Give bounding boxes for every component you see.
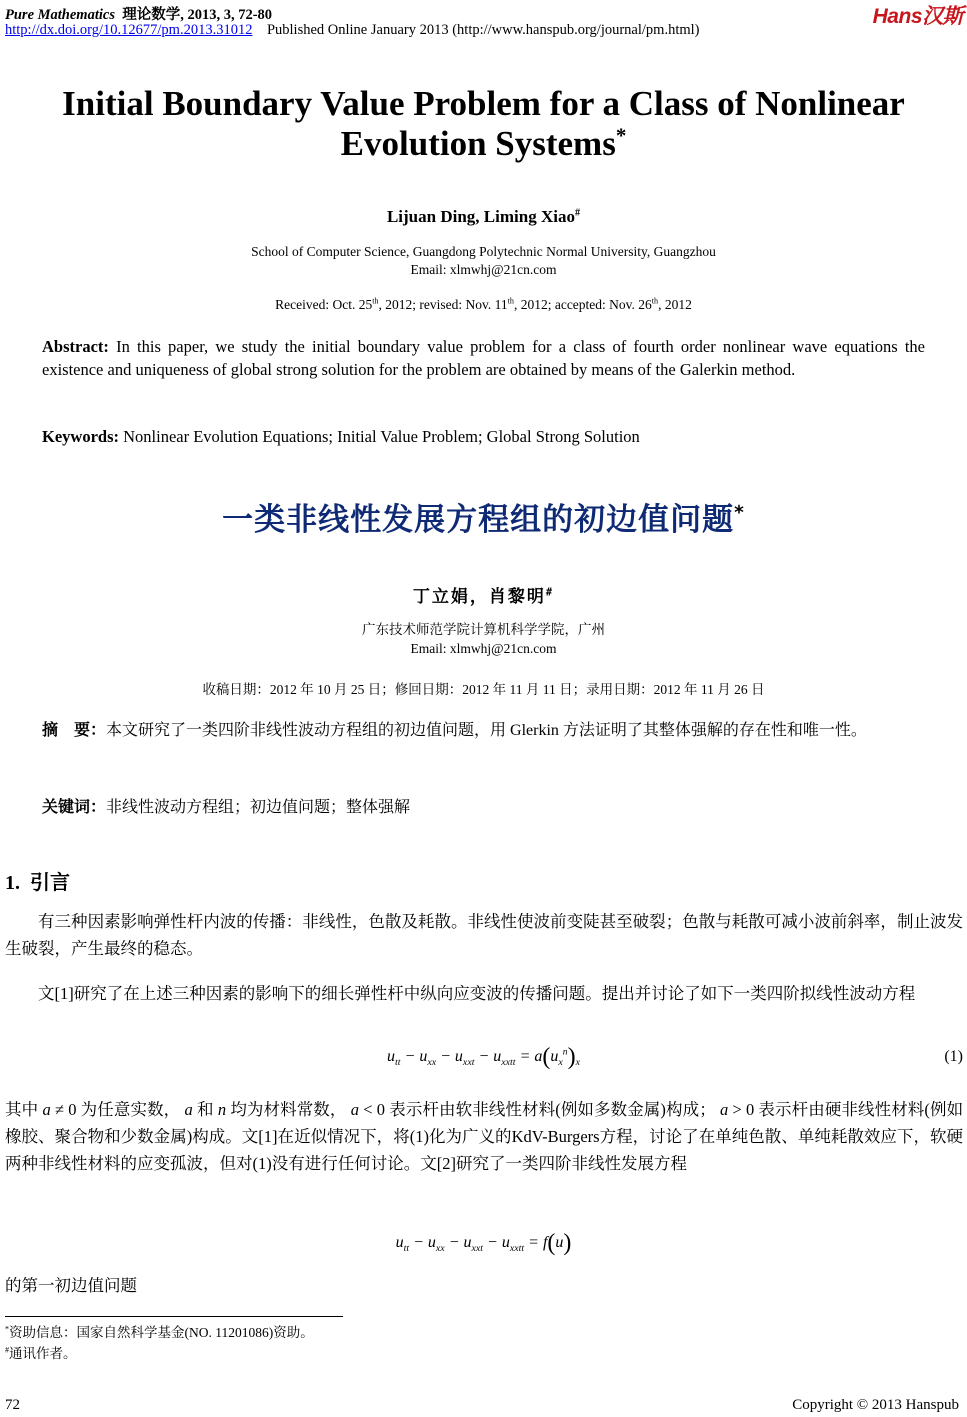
affiliation-en — [0, 243, 967, 279]
body-paragraph-4: 的第一初边值问题 — [5, 1276, 137, 1295]
abstract-cn — [42, 718, 925, 742]
page-number: 72 — [5, 1397, 20, 1413]
affiliation-cn — [0, 620, 967, 658]
paragraph-2-text: 文[1]研究了在上述三种因素的影响下的细长弹性杆中纵向应变波的传播问题。提出并讨论了如下一类四阶拟线性波动方程 — [38, 984, 916, 1003]
title-cn-footnote-mark: * — [734, 502, 745, 524]
section-title: 引言 — [30, 870, 70, 894]
body-paragraph-2 — [5, 980, 963, 1007]
title-cn-text: 一类非线性发展方程组的初边值问题 — [222, 502, 735, 538]
keywords-en-label: Keywords: — [42, 427, 119, 446]
paper-title-cn — [0, 494, 967, 539]
paragraph-3-part-d: 均为材料常数， — [230, 1100, 347, 1119]
keywords-cn-text: 非线性波动方程组；初边值问题；整体强解 — [106, 799, 411, 816]
received-dates-en — [0, 297, 967, 313]
abstract-en-text: In this paper, we study the initial boundary value problem for a class of fourth order nonlinear wave equations the existence and uniqueness of global strong solution for the problem are obtained by means of the Galerkin method. — [42, 337, 925, 379]
keywords-cn — [42, 794, 925, 817]
publisher-logo: Hans汉斯 — [872, 5, 963, 28]
title-en-line1: Initial Boundary Value Problem for a Class of Nonlinear — [62, 84, 905, 123]
authors-cn — [0, 582, 967, 607]
email-en: Email: xlmwhj@21cn.com — [410, 262, 557, 277]
equation-number: (1) — [944, 1048, 963, 1065]
keywords-en-text: Nonlinear Evolution Equations; Initial Value Problem; Global Strong Solution — [123, 427, 640, 446]
paragraph-3-part-e: 表示杆由软非线性材料(例如多数金属)构成； — [389, 1100, 716, 1119]
ordinal-suffix: th — [372, 296, 379, 306]
journal-name-en: Pure Mathematics — [5, 7, 115, 23]
section-heading — [5, 866, 70, 895]
paragraph-1-text: 有三种因素影响弹性杆内波的传播：非线性，色散及耗散。非线性使波前变陡甚至破裂；色散与耗散可减小波前斜率，制止波发生破裂，产生最终的稳态。 — [5, 912, 963, 958]
paragraph-3-part-c: 和 — [196, 1100, 214, 1119]
paragraph-3-part-b: 为任意实数， — [80, 1100, 181, 1119]
title-en-line2: Evolution Systems — [340, 124, 616, 163]
section-number: 1. — [5, 872, 20, 894]
affiliation-cn-text: 广东技术师范学院计算机科学学院，广州 — [362, 622, 605, 637]
footnote-funding — [5, 1322, 314, 1343]
keywords-en — [42, 427, 925, 447]
footnote-funding-text: 资助信息：国家自然科学基金(NO. 11201086)资助。 — [9, 1325, 314, 1340]
footnotes — [5, 1322, 314, 1364]
equation-1: $u_{tt} - u_{xx} - u_{xxt} - u_{xxtt} = a(u_x^n)_x$ — [387, 1044, 580, 1070]
ordinal-suffix: th — [507, 296, 514, 306]
received-part: Received: Oct. 25 — [275, 297, 373, 312]
authors-en — [0, 207, 967, 227]
received-dates-cn: 收稿日期：2012 年 10 月 25 日；修回日期：2012 年 11 月 11 日；录用日期：2012 年 11 月 26 日 — [202, 682, 765, 697]
journal-name — [5, 3, 272, 24]
title-footnote-mark: * — [615, 123, 627, 148]
email-cn: Email: xlmwhj@21cn.com — [410, 641, 557, 656]
footnote-mark: # — [5, 1345, 10, 1355]
author-footnote-mark: # — [574, 207, 581, 219]
footnote-corresponding — [5, 1343, 314, 1364]
author-cn-footnote-mark: # — [545, 587, 555, 599]
footnote-divider — [5, 1316, 343, 1317]
affiliation-en-text: School of Computer Science, Guangdong Polytechnic Normal University, Guangzhou — [251, 244, 716, 259]
body-paragraph-3: 其中 a ≠ 0 为任意实数， a 和 n 均为材料常数， a < 0 表示杆由软非线性材料(例如多数金属)构成； a > 0 表示杆由硬非线性材料(例如橡胶、聚合物和少数金属)构成。文[1]在近似情况下，将(1)化为广义的KdV-Burgers方程，讨论了在单纯色散、单纯耗散效应下，软硬两种非线性材料的应变孤波，但对(1)没有进行任何讨论。文[2]研究了一类四阶非线性发展方程 — [5, 1100, 964, 1173]
published-info: Published Online January 2013 (http://www.hanspub.org/journal/pm.html) — [266, 22, 700, 38]
abstract-en — [42, 335, 925, 381]
authors-en-text: Lijuan Ding, Liming Xiao — [386, 207, 575, 226]
year-part: , 2012 — [658, 297, 692, 312]
doi-link[interactable]: http://dx.doi.org/10.12677/pm.2013.31012 — [5, 22, 253, 38]
equation-2: $u_{tt} - u_{xx} - u_{xxt} - u_{xxtt} = f(u)$ — [395, 1230, 572, 1256]
abstract-cn-label: 摘 要： — [42, 720, 107, 739]
doi-line — [5, 22, 700, 39]
accepted-part: , 2012; accepted: Nov. 26 — [513, 297, 652, 312]
paper-title-en — [20, 84, 947, 164]
revised-part: , 2012; revised: Nov. 11 — [378, 297, 508, 312]
keywords-cn-label: 关键词： — [42, 797, 107, 816]
footnote-mark: * — [5, 1324, 10, 1334]
body-paragraph-1 — [5, 908, 963, 962]
paragraph-3-part-f: 表示杆由硬非线性材料(例如橡胶、聚合物和少数金属)构成。文[1]在近似情况下，将(1)化为广义的KdV-Burgers方程，讨论了在单纯色散、单纯耗散效应下，软硬两种非线性材料的应变孤波，但对(1)没有进行任何讨论。文[2]研究了一类四阶非线性发展方程 — [5, 1100, 964, 1173]
footnote-corresponding-text: 通讯作者。 — [9, 1346, 77, 1361]
authors-cn-text: 丁立娟，肖黎明 — [412, 587, 546, 607]
journal-name-cn: 理论数学, 2013, 3, 72-80 — [122, 7, 273, 23]
paragraph-3-part-a: 其中 — [5, 1100, 39, 1119]
abstract-en-label: Abstract: — [42, 337, 109, 356]
ordinal-suffix: th — [651, 296, 659, 306]
copyright: Copyright © 2013 Hanspub — [792, 1397, 959, 1413]
abstract-cn-text: 本文研究了一类四阶非线性波动方程组的初边值问题，用 Glerkin 方法证明了其整体强解的存在性和唯一性。 — [106, 722, 867, 739]
